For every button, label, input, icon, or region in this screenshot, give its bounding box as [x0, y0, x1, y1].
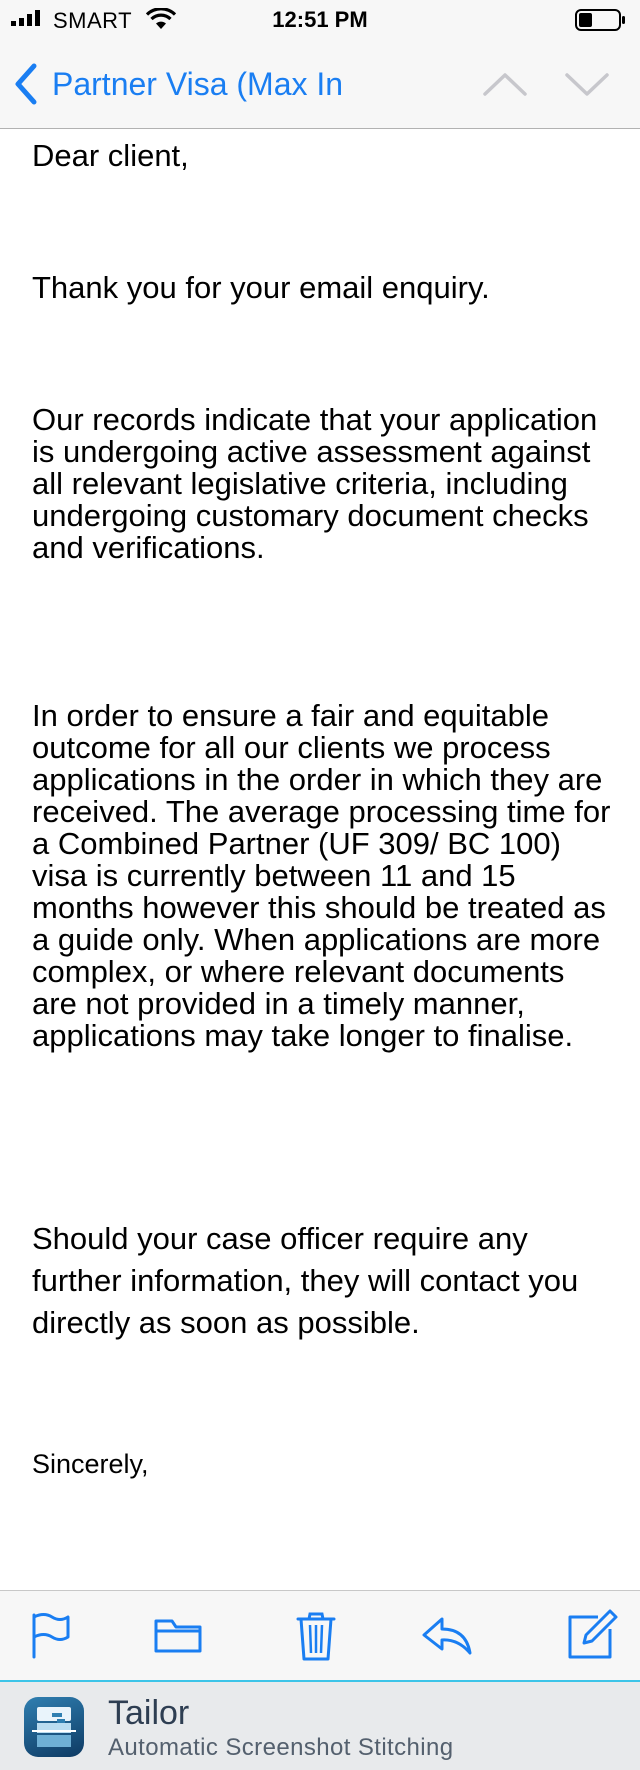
- message-paragraph: Thank you for your email enquiry.: [32, 270, 490, 305]
- battery-icon: [575, 9, 627, 31]
- previous-message-button[interactable]: [480, 64, 530, 104]
- trash-icon: [288, 1607, 344, 1663]
- nav-bar: [0, 40, 640, 129]
- status-bar: [0, 0, 640, 40]
- mail-toolbar: [0, 1590, 640, 1681]
- back-button[interactable]: [14, 62, 343, 106]
- move-to-folder-button[interactable]: [150, 1607, 206, 1663]
- compose-icon: [564, 1607, 620, 1663]
- chevron-left-icon: [14, 62, 38, 106]
- next-message-button[interactable]: [562, 64, 612, 104]
- message-paragraph: In order to ensure a fair and equitable outcome for all our clients we process applications in the order in which they are received. The average processing time for a Combined Partner (UF 309/ BC 100) visa is currently between 11 and 15 months however this should be treated as a guide only. When applications are more complex, or where relevant documents are not provided in a timely manner, applications may take longer to finalise.: [32, 698, 611, 1053]
- chevron-down-icon: [562, 64, 612, 104]
- flag-button[interactable]: [22, 1607, 78, 1663]
- flag-icon: [22, 1607, 78, 1663]
- compose-button[interactable]: [564, 1607, 620, 1663]
- tailor-app-icon: [24, 1697, 84, 1757]
- banner-app-name: Tailor: [108, 1694, 190, 1732]
- message-signoff: Sincerely,: [32, 1449, 149, 1479]
- message-paragraph: Our records indicate that your application is undergoing active assessment against all relevant legislative criteria, including undergoing customary document checks and verifications.: [32, 402, 598, 565]
- reply-button[interactable]: [418, 1607, 474, 1663]
- tailor-banner: [0, 1682, 640, 1770]
- back-button-label: Partner Visa (Max In: [52, 65, 344, 102]
- message-greeting: Dear client,: [32, 138, 189, 173]
- delete-button[interactable]: [288, 1607, 344, 1663]
- folder-icon: [150, 1607, 206, 1663]
- status-time: 12:51 PM: [272, 7, 368, 32]
- banner-tagline: Automatic Screenshot Stitching: [108, 1734, 454, 1761]
- stitched-screenshot-icon: [24, 1697, 84, 1757]
- chevron-up-icon: [480, 64, 530, 104]
- message-paragraph: Should your case officer require any further information, they will contact you directly as soon as possible.: [32, 1221, 579, 1340]
- reply-icon: [418, 1607, 474, 1663]
- carrier-name: SMART: [53, 8, 133, 33]
